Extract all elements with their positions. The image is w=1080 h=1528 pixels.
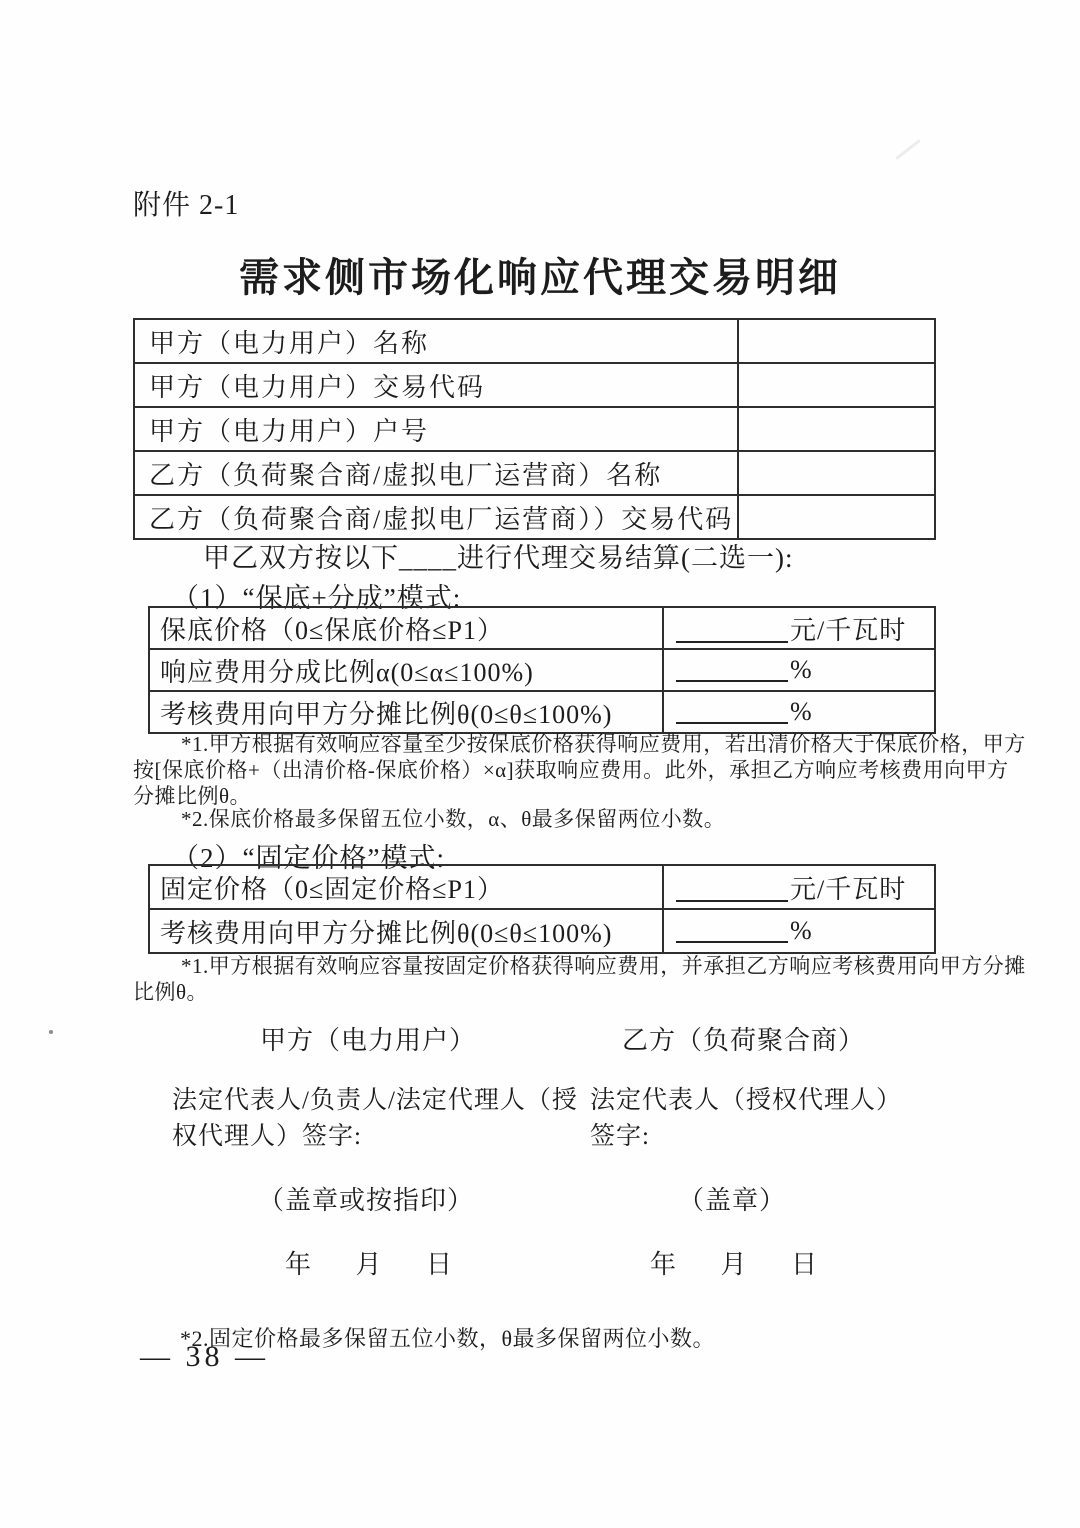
settlement-intro: 甲乙双方按以下____进行代理交易结算(二选一):	[203, 543, 794, 573]
row-label: 响应费用分成比例α(0≤α≤100%)	[149, 649, 663, 691]
row-label: 考核费用向甲方分摊比例θ(0≤θ≤100%)	[149, 691, 663, 733]
attachment-label: 附件 2-1	[133, 190, 240, 221]
fill-in-blank	[676, 698, 788, 724]
party-b-signer-line: 法定代表人（授权代理人）	[590, 1087, 903, 1114]
table-row	[134, 407, 935, 451]
row-value-cell	[738, 319, 935, 363]
row-value-cell	[663, 607, 935, 649]
row-value-cell	[738, 407, 935, 451]
party-a-signer-line: 权代理人）签字:	[172, 1123, 362, 1150]
party-info-table	[133, 318, 936, 540]
mode1-footnote-line: *1.甲方根据有效响应容量至少按保底价格获得响应费用，若出清价格大于保底价格，甲方	[181, 732, 1026, 756]
row-value-cell	[663, 865, 935, 909]
row-label: 甲方（电力用户）名称	[134, 319, 738, 363]
row-label: 固定价格（0≤固定价格≤P1）	[149, 865, 663, 909]
row-label: 保底价格（0≤保底价格≤P1）	[149, 607, 663, 649]
document-title: 需求侧市场化响应代理交易明细	[239, 255, 841, 300]
unit-label: 元/千瓦时	[790, 615, 907, 645]
row-label: 乙方（负荷聚合商/虚拟电厂运营商）名称	[134, 451, 738, 495]
row-value-cell	[663, 691, 935, 733]
row-value-cell	[663, 649, 935, 691]
row-value-cell	[738, 495, 935, 539]
scan-artifact-dot	[49, 1030, 53, 1034]
party-b-date-line: 年 月 日	[650, 1250, 820, 1279]
mode2-heading: （2）“固定价格”模式:	[172, 843, 445, 873]
row-value-cell	[663, 909, 935, 953]
fill-in-blank	[676, 876, 788, 902]
row-value-cell	[738, 363, 935, 407]
row-label: 乙方（负荷聚合商/虚拟电厂运营商））交易代码	[134, 495, 738, 539]
final-footnote: *2.固定价格最多保留五位小数，θ最多保留两位小数。	[180, 1326, 716, 1351]
table-row	[149, 607, 935, 649]
fill-in-blank	[676, 656, 788, 682]
unit-label: 元/千瓦时	[790, 874, 907, 904]
mode1-price-table	[148, 606, 936, 734]
party-a-title: 甲方（电力用户）	[260, 1026, 477, 1055]
unit-label: %	[790, 697, 813, 726]
row-label: 考核费用向甲方分摊比例θ(0≤θ≤100%)	[149, 909, 663, 953]
fill-in-blank	[676, 617, 788, 643]
scan-artifact-mark	[895, 139, 920, 160]
table-row	[134, 363, 935, 407]
table-row	[149, 649, 935, 691]
table-row	[134, 495, 935, 539]
table-row	[149, 691, 935, 733]
party-a-seal-label: （盖章或按指印）	[258, 1186, 475, 1215]
fill-in-blank	[676, 917, 788, 943]
mode1-footnote-line: 按[保底价格+（出清价格-保底价格）×α]获取响应费用。此外，承担乙方响应考核费用向甲方	[133, 758, 1009, 782]
mode1-footnote-line: 分摊比例θ。	[133, 784, 252, 808]
row-value-cell	[738, 451, 935, 495]
unit-label: %	[790, 655, 813, 684]
party-b-title: 乙方（负荷聚合商）	[622, 1026, 866, 1055]
party-a-signer-line: 法定代表人/负责人/法定代理人（授	[172, 1087, 578, 1114]
party-b-seal-label: （盖章）	[678, 1186, 787, 1215]
party-b-signer-line: 签字:	[590, 1123, 650, 1150]
party-a-date-line: 年 月 日	[285, 1250, 455, 1279]
mode2-price-table	[148, 864, 936, 954]
mode2-footnote-line: 比例θ。	[133, 980, 209, 1004]
table-row	[134, 451, 935, 495]
page-number: — 38 —	[140, 1340, 269, 1373]
table-row	[134, 319, 935, 363]
row-label: 甲方（电力用户）交易代码	[134, 363, 738, 407]
mode1-footnote-2: *2.保底价格最多保留五位小数，α、θ最多保留两位小数。	[181, 807, 726, 831]
unit-label: %	[790, 916, 813, 945]
mode1-heading: （1）“保底+分成”模式:	[172, 583, 462, 613]
mode2-footnote-line: *1.甲方根据有效响应容量按固定价格获得响应费用，并承担乙方响应考核费用向甲方分摊	[181, 954, 1026, 978]
row-label: 甲方（电力用户）户号	[134, 407, 738, 451]
table-row	[149, 865, 935, 909]
table-row	[149, 909, 935, 953]
